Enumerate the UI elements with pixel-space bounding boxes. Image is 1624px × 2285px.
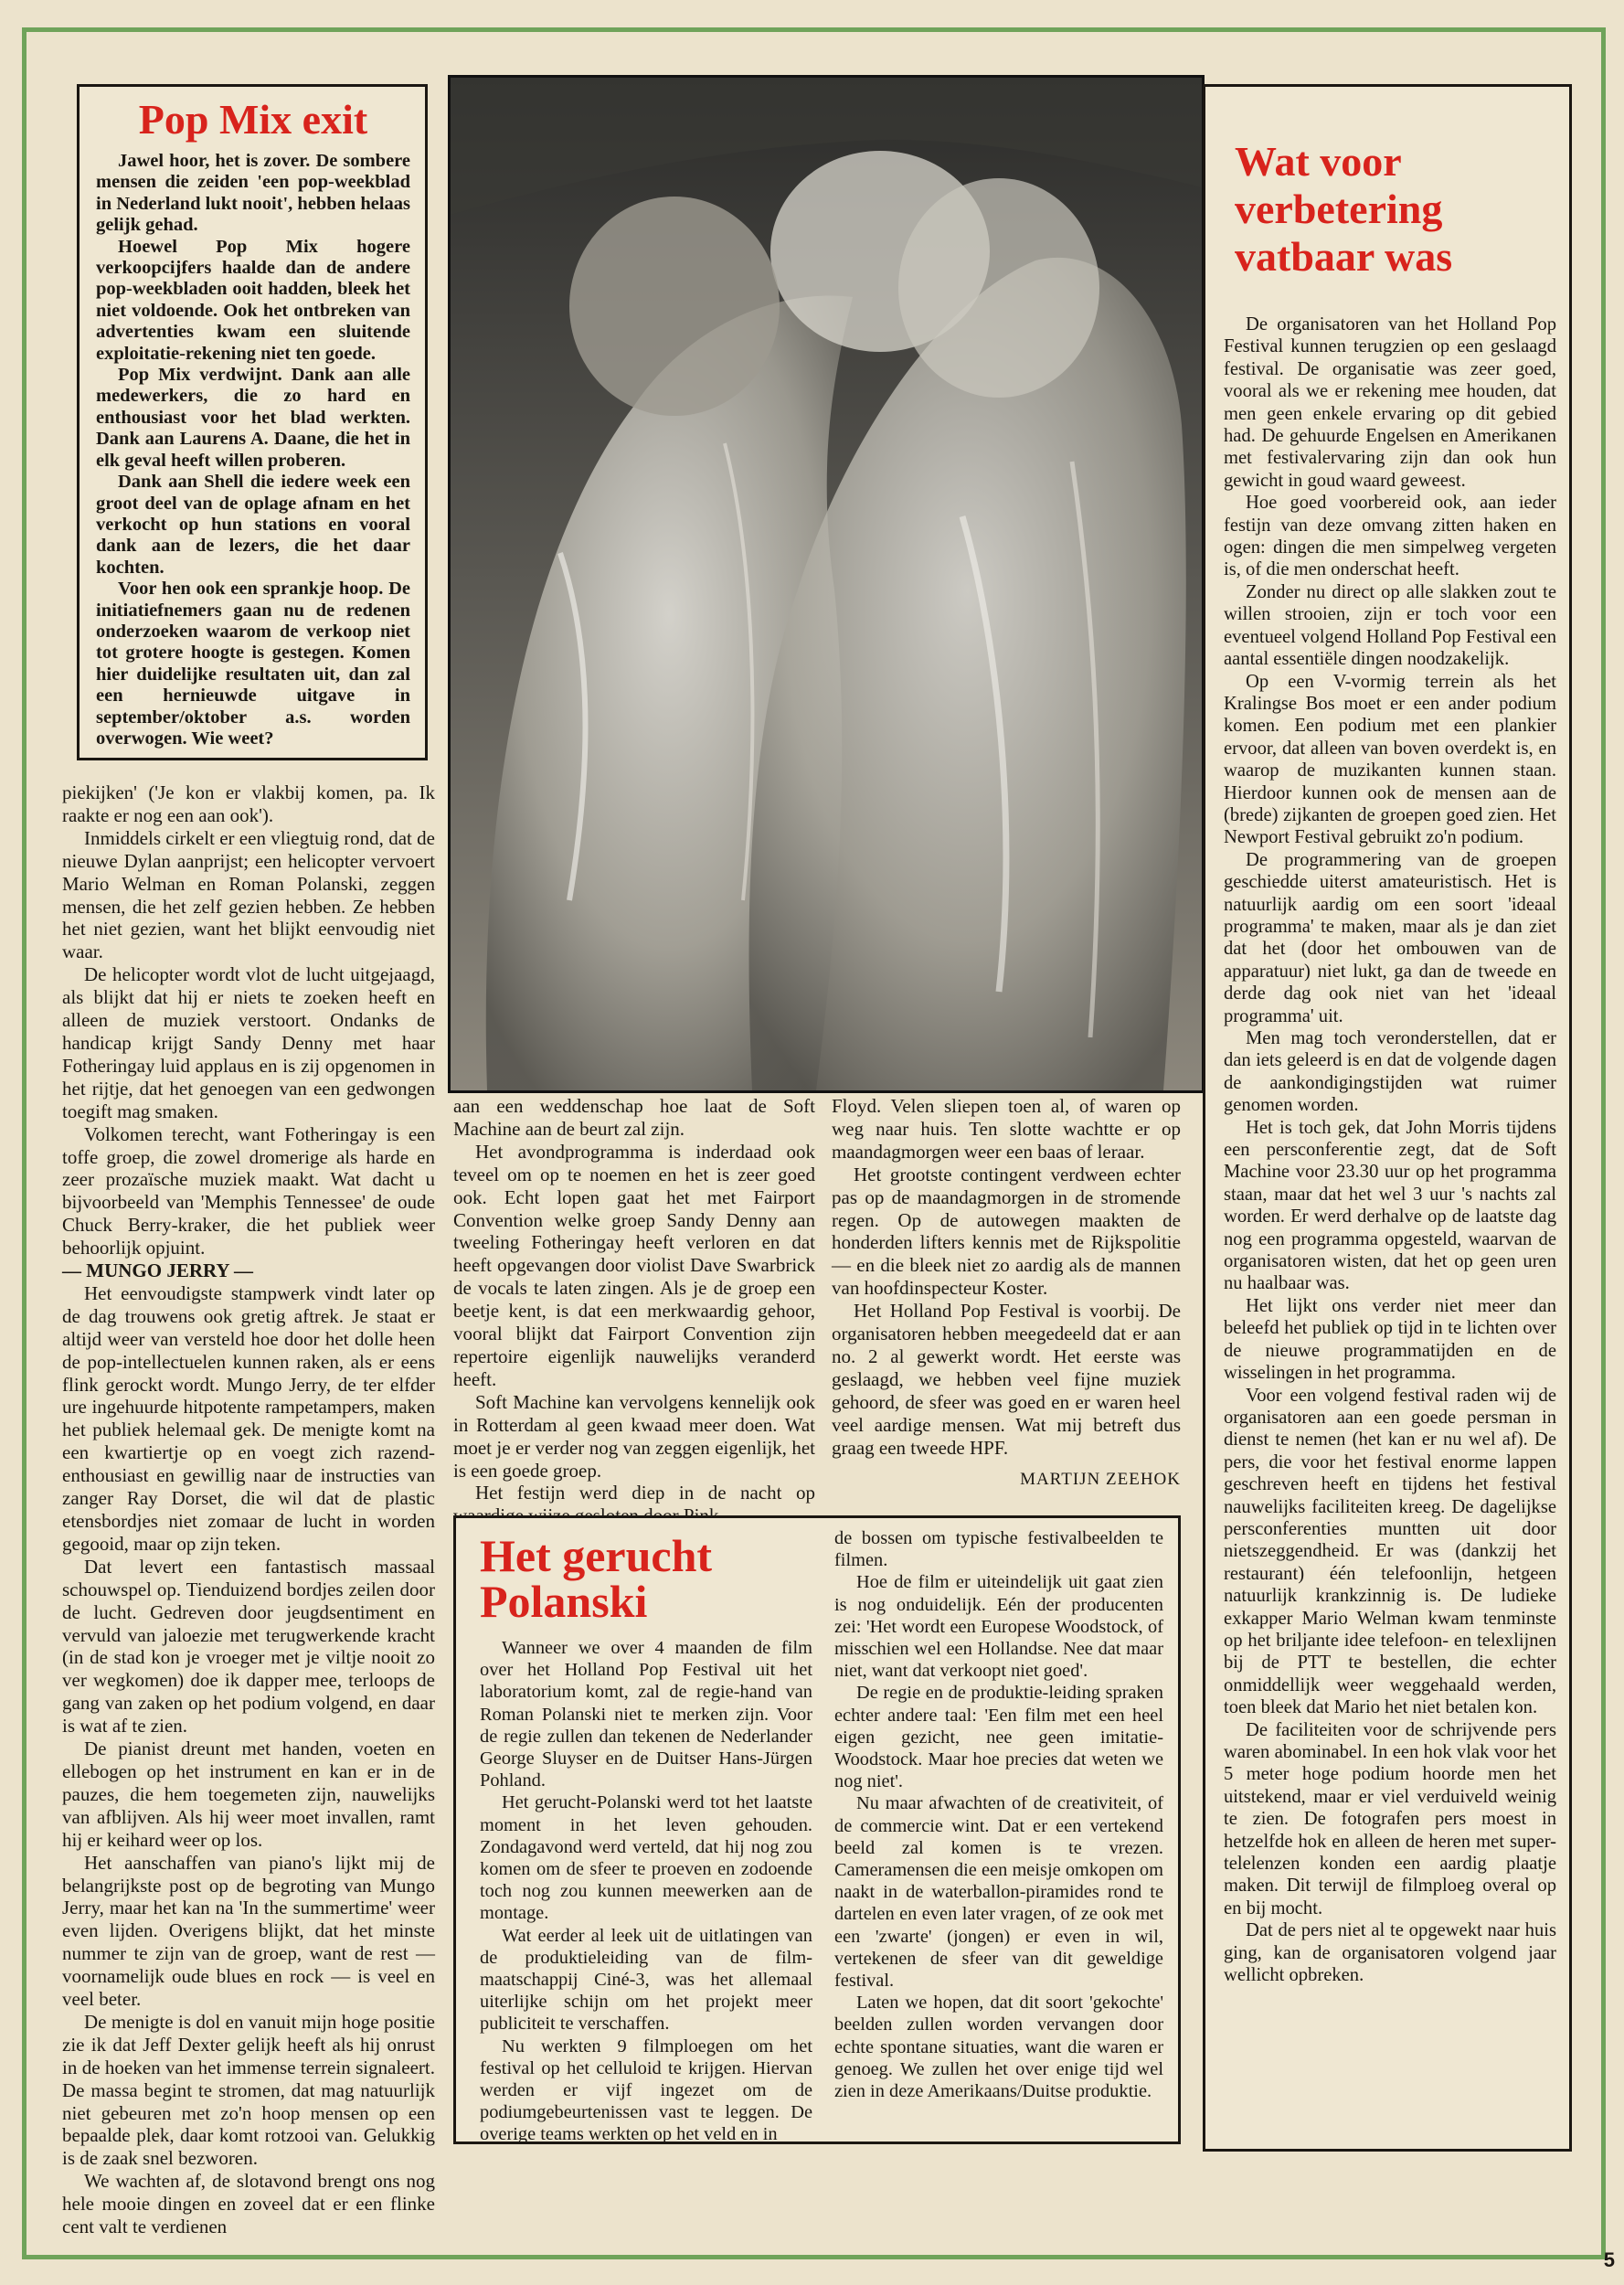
paragraph: Het is toch gek, dat John Morris tijdens een persconferentie zegt, dat de Soft Machine voor 23.30 uur op het programma staan, maar dat het wel 3 uur 's nachts zal worden. Er werd derhalve op de laatste dag nog een programma opgesteld, waarvan de organisatoren wisten, dat het op geen uren nu haalbaar was. <box>1224 1117 1556 1294</box>
paragraph: De programmering van de groepen geschiedde uiterst amateuristisch. Het is natuurlijk aardig om een soort 'ideaal programma' te maken, maar als je dan ziet dat het (door het ombouwen van de apparatuur) niet lukt, ga dan de tweede en derde dag ook niet van het 'ideaal programma' uit. <box>1224 849 1556 1026</box>
rain-ponchos-photo-image <box>451 78 1202 1090</box>
verbetering-box <box>1203 84 1572 2152</box>
paragraph: De regie en de produktie-leiding spraken echter andere taal: 'Een film met een heel eigen gezicht, nee geen imitatie-Woodstock. Maar hoe precies dat weten we nog niet'. <box>834 1683 1163 1792</box>
paragraph: Het eenvoudigste stampwerk vindt later op de dag trouwens ook gretig aftrek. Je staat er altijd weer van versteld hoe door het dolle heen de pop-intellectuelen kunnen raken, als er eens flink gerockt wordt. Mungo Jerry, de ter elfder ure ingehuurde hitpotente rampetampers, maken het publiek helemaal gek. De menigte komt na een kwartiertje op en voegt zich razend-enthousiast en gewillig naar de instructies van zanger Ray Dorset, die wil dat de plastic etensbordjes niet zomaar de lucht in worden gegooid, maar op zijn teken. <box>62 1281 435 1555</box>
polanski-headline <box>480 1530 812 1627</box>
pop-mix-headline: Pop Mix exit <box>138 96 368 143</box>
polanski-headline-line1: Het gerucht <box>480 1530 713 1581</box>
verbetering-headline-line2: verbetering <box>1235 186 1443 232</box>
paragraph: Wanneer we over 4 maanden de film over het Holland Pop Festival uit het laboratorium komt, zal de regie-hand van Roman Polanski niet te merken zijn. Voor de regie zullen dan tekenen de Nederlander George Sluyser en de Duitser Hans-Jürgen Pohland. <box>480 1638 812 1791</box>
festival-photo <box>448 75 1205 1093</box>
paragraph: De pianist dreunt met handen, voeten en ellebogen op het instrument en kan er in de pauzes, die hem toegemeten zijn, nauwelijks van afblijven. Als hij weer moet invallen, ramt hij er keihard weer op los. <box>62 1738 435 1851</box>
paragraph: Dat de pers niet al te opgewekt naar huis ging, kan de organisatoren volgend jaar wellicht opbreken. <box>1224 1920 1556 1986</box>
paragraph: Jawel hoor, het is zover. De sombere mensen die zeiden 'een pop-weekblad in Nederland lukt nooit', hebben helaas gelijk gehad. <box>96 151 411 236</box>
verbetering-headline-line1: Wat voor <box>1235 138 1402 185</box>
paragraph: Zonder nu direct op alle slakken zout te willen strooien, zijn er toch voor een eventueel volgend Holland Pop Festival een aantal essentiële dingen noodzakelijk. <box>1224 581 1556 670</box>
pop-mix-box <box>77 84 428 760</box>
paragraph: Pop Mix verdwijnt. Dank aan alle medewerkers, die zo hard en enthousiast voor het blad werkten. Dank aan Laurens A. Daane, die het in elk geval heeft willen proberen. <box>96 365 410 471</box>
paragraph: Soft Machine kan vervolgens kennelijk ook in Rotterdam al geen kwaad meer doen. Wat moet je er verder nog van zeggen eigenlijk, het is een goede groep. <box>453 1390 815 1482</box>
paragraph: de bossen om typische festivalbeelden te filmen. <box>834 1528 1163 1571</box>
paragraph: Dank aan Shell die iedere week een groot deel van de oplage afnam en het verkocht op hun stations en vooral dank aan de lezers, die het daar kochten. <box>96 472 410 578</box>
page-number: 5 <box>1603 2248 1615 2271</box>
verbetering-headline-line3: vatbaar was <box>1235 233 1453 280</box>
paragraph: Floyd. Velen sliepen toen al, of waren op weg naar huis. Ten slotte wachtte er op maandagmorgen weer een baas of leraar. <box>832 1095 1181 1163</box>
paragraph: Het festijn werd diep in de nacht op <box>475 1482 815 1504</box>
paragraph: Hoe goed voorbereid ook, aan ieder festijn van deze omvang zitten haken en ogen: dingen die men simpelweg vergeten is, of die men onderschat heeft. <box>1224 493 1556 580</box>
paragraph: Het avondprogramma is inderdaad ook teveel om op te noemen en het is zeer goed ook. Echt lopen gaat het met Fairport Convention welke groep Sandy Denny aan tweeling Fotheringay heeft verloren en dat heeft opgevangen door violist Dave Swarbrick de vocals te laten zingen. Als je de groep een beetje kent, is dat een merkwaardig gehoor, vooral blijkt dat Fairport Convention zijn repertoire eigenlijk nauwelijks veranderd heeft. <box>453 1140 815 1390</box>
paragraph: Hoe de film er uiteindelijk uit gaat zien is nog onduidelijk. Eén der producenten zei: 'Het wordt een Europese Woodstock, of misschien wel een Hollandse. Nee dat maar niet, want dat verkoopt niet goed'. <box>834 1572 1163 1682</box>
paragraph: Voor hen ook een sprankje hoop. De initiatiefnemers gaan nu de redenen onderzoeken waarom de verkoop niet tot grotere hoogte is gestegen. Komen hier duidelijke resultaten uit, dan zal een hernieuwde uitgave in september/oktober a.s. worden overwogen. Wie weet? <box>96 579 410 749</box>
verbetering-body <box>1224 314 1556 1986</box>
paragraph: piekijken' ('Je kon er vlakbij komen, pa. Ik raakte er nog een aan ook'). <box>62 781 435 826</box>
main-article-column-1 <box>62 781 435 2238</box>
paragraph: We wachten af, de slotavond brengt ons nog hele mooie dingen en zoveel dat er een flinke cent valt te verdienen <box>62 2170 435 2238</box>
paragraph: De organisatoren van het Holland Pop Festival kunnen terugzien op een geslaagd festival. De organisatie was zeer goed, vooral als we er rekening mee houden, dat men geen enkele ervaring op dit gebied had. De gehuurde Engelsen en Amerikanen met festivalervaring zijn dan ook hun gewicht in goud waard geweest. <box>1224 314 1556 491</box>
paragraph: Inmiddels cirkelt er een vliegtuig rond, dat de nieuwe Dylan aanprijst; een helicopter vervoert Mario Welman en Roman Polanski, zeggen mensen, die het zelf gezien hebben. Ze hebben het niet gezien, want het blijkt eenvoudig niet waar. <box>62 826 435 963</box>
paragraph: Voor een volgend festival raden wij de organisatoren aan een goede persman in dienst te nemen (het kan er nu wel af). De pers, die voor het festival enorme lappen geschreven heeft en tijdens het festival nauwelijks faciliteiten kreeg. De dagelijkse persconferenties muntten uit door nietszeggendheid. Er was (dankzij het restaurant) één telefoonlijn, hetgeen natuurlijk krankzinnig is. De ludieke exkapper Mario Welman kwam tenminste op het briljante idee telefoon- en telexlijnen bij de PTT te bestellen, die echter onmiddellijk weer weggehaald werden, toen bleek dat Mario het niet betalen kon. <box>1224 1385 1556 1718</box>
paragraph: Het gerucht-Polanski werd tot het laatste moment in het leven gehouden. Zondagavond werd verteld, dat hij nog zou komen om de sfeer te proeven en zodoende toch nog zou kunnen meewerken aan de montage. <box>480 1792 812 1924</box>
paragraph: Het lijkt ons verder niet meer dan beleefd het publiek op tijd in te lichten over de nieuwe programmatijden en de wisselingen in het programma. <box>1224 1295 1556 1384</box>
paragraph: Op een V-vormig terrein als het Kralingse Bos moet er een ander podium komen. Een podium met een plankier ervoor, dat alleen van boven overdekt is, en waarop de muzikanten kunnen staan. Hierdoor kunnen ook de mensen aan de (brede) zijkanten de groepen goed zien. Het Newport Festival gebruikt zo'n podium. <box>1224 671 1556 848</box>
subheading: — MUNGO JERRY — <box>62 1259 254 1282</box>
paragraph: Nu werkten 9 filmploegen om het festival op het celluloid te krijgen. Hiervan werden er vijf ingezet om de podiumgebeurtenissen vast te leggen. De overige teams werkten op het veld en in <box>480 2035 812 2145</box>
author-byline: MARTIJN ZEEHOK <box>1020 1469 1181 1489</box>
main-article-column-2 <box>453 1095 815 1527</box>
paragraph: Het aanschaffen van piano's lijkt mij de belangrijkste post op de begroting van Mungo Jerry, maar het kan na 'In the summertime' weer even lijden. Overigens blijkt, dat het minste nummer te zijn van de groep, want de rest — voornamelijk oude blues en rock — is veel en veel beter. <box>62 1851 435 2011</box>
paragraph: Het Holland Pop Festival is voorbij. De organisatoren hebben meegedeeld dat er aan no. 2 al gewerkt wordt. Het eerste was geslaagd, we hebben veel fijne muziek gehoord, de sfeer was goed en er waren heel veel aardige mensen. Wat mij betreft dus graag een tweede HPF. <box>832 1300 1181 1459</box>
paragraph: aan een weddenschap hoe laat de Soft Machine aan de beurt zal zijn. <box>453 1095 815 1140</box>
paragraph: Dat levert een fantastisch massaal schouwspel op. Tienduizend bordjes zeilen door de lucht. Gedreven door jeugdsentiment en vervuld van jaloezie met terugwerkende kracht (in de stad kon je vroeger met je viltje nooit zo ver wegkomen) doe ik dapper mee, terloops de gang van zaken op het podium volgend, en daar is wat af te zien. <box>62 1555 435 1738</box>
polanski-box <box>453 1515 1181 2144</box>
paragraph: Hoewel Pop Mix hogere verkoopcijfers haalde dan de andere pop-weekbladen ooit hadden, bleek het niet voldoende. Ook het ontbreken van advertenties kwam een sluitende exploitatie-rekening niet ten goede. <box>96 236 410 364</box>
paragraph: Het grootste contingent verdween echter pas op de maandagmorgen in de stromende regen. Op de autowegen maakten de honderden lifters kennis met de Rijkspolitie — en die bleek niet zo aardig als de mannen van hoofdinspecteur Koster. <box>832 1163 1181 1300</box>
paragraph: Volkomen terecht, want Fotheringay is een toffe groep, die zowel dromerige als harde en zeer prozaïsche muziek maakt. Wat dacht u bijvoorbeeld van 'Memphis Tennessee' de oude Chuck Berry-kraker, die het publiek weer behoorlijk opjuint. <box>62 1122 435 1259</box>
paragraph: De faciliteiten voor de schrijvende pers waren abominabel. In een hok vlak voor het 5 meter hoge podium hoorde men het uitstekend, maar er viel verduiveld weinig te zien. De fotografen pers moest in hetzelfde hok en alleen de heren met super-telelenzen konden een aardig plaatje maken. Dit terwijl de filmploeg overal op en bij mocht. <box>1224 1719 1556 1918</box>
polanski-column-2 <box>834 1527 1163 2146</box>
pop-mix-body <box>96 151 410 749</box>
polanski-column-1 <box>480 1527 812 2146</box>
main-article-column-3 <box>832 1095 1181 1491</box>
paragraph: Laten we hopen, dat dit soort 'gekochte' beelden zullen worden vervangen door echte spontane situaties, want die waren er genoeg. We zullen het over enige tijd wel zien in deze Amerikaans/Duitse produktie. <box>834 1993 1163 2102</box>
verbetering-headline <box>1235 138 1556 281</box>
paragraph: Wat eerder al leek uit de uitlatingen van de produktieleiding van de film-maatschappij Ciné-3, was het allemaal uiterlijke schijn om het projekt meer publiciteit te verschaffen. <box>480 1925 812 2035</box>
paragraph: De menigte is dol en vanuit mijn hoge positie zie ik dat Jeff Dexter gelijk heeft als hij onrust in de hoeken van het immense terrein signaleert. De massa begint te stromen, dat mag natuurlijk niet gebeuren met zo'n hoop mensen op een bepaalde plek, daar komt rotzooi van. Gelukkig is de zaak snel bezworen. <box>62 2010 435 2170</box>
polanski-headline-line2: Polanski <box>480 1576 648 1627</box>
paragraph: Men mag toch veronderstellen, dat er dan iets geleerd is en dat de volgende dagen de aankondigingstijden wat ruimer genomen worden. <box>1224 1028 1556 1116</box>
paragraph: Nu maar afwachten of de creativiteit, of de commercie wint. Dat er een vertekend beeld zal komen is te vrezen. Cameramensen die een meisje omkopen om naakt in de waterballon-piramides rond te dartelen en even later vragen, of ze ook met een 'zwarte' (jongen) er even in wil, vertekenen de sfeer van dit geweldige festival. <box>834 1793 1163 1992</box>
paragraph: De helicopter wordt vlot de lucht uitgejaagd, als blijkt dat hij er niets te zoeken heeft en alleen de muziek verstoort. Ondanks de handicap krijgt Sandy Denny met haar Fotheringay luid applaus en is zij opgenomen in het rijtje, dat het genoegen van een gedwongen toegift mag smaken. <box>62 963 435 1122</box>
